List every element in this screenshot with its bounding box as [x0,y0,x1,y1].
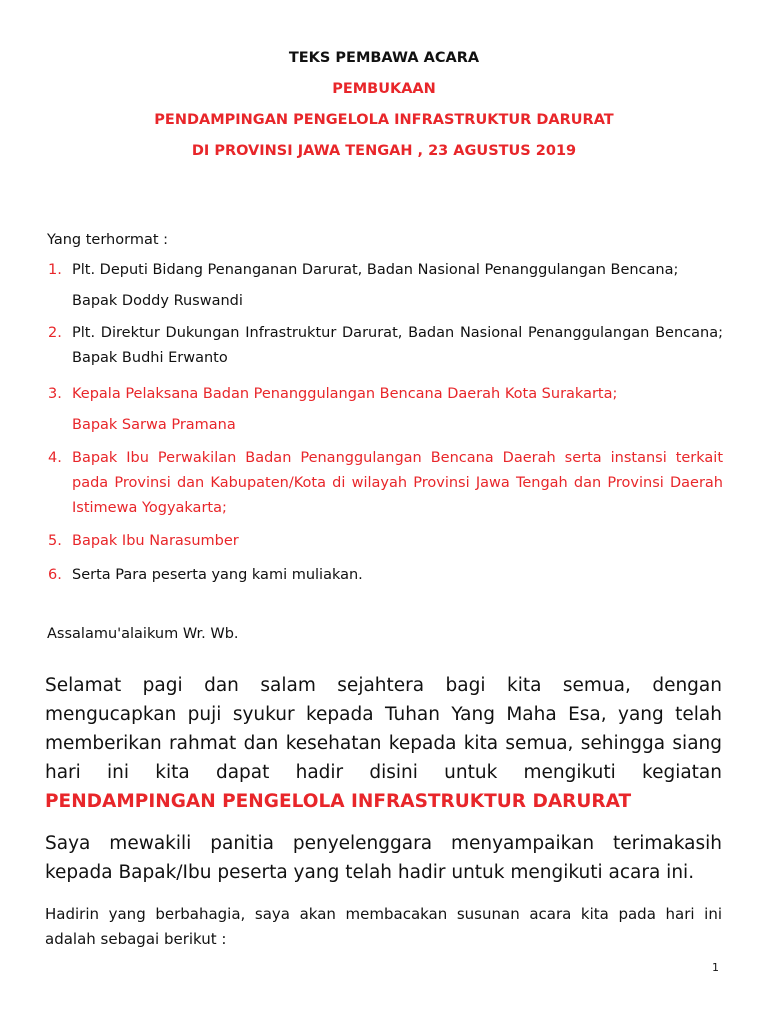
recipient-item [48,446,723,521]
recipient-text: Serta Para peserta yang kami muliakan. [72,567,363,583]
recipient-item [48,258,723,314]
document-title: TEKS PEMBAWA ACARA [288,50,480,66]
list-number: 4. [48,450,62,466]
opening-paragraph-text: Selamat pagi dan salam sejahtera bagi kita semua, dengan mengucapkan puji syukur kepada Tuhan Yang Maha Esa, yang telah memberikan rahmat dan kesehatan kepada kita semua, sehingga siang hari ini kita dapat hadir disini untuk mengikuti kegiatan [45,675,722,783]
list-number: 6. [48,567,62,583]
page-number: 1 [712,961,719,974]
recipient-text: Bapak Ibu Narasumber [72,533,239,549]
list-number: 2. [48,325,62,341]
agenda-intro-paragraph: Hadirin yang berbahagia, saya akan membacakan susunan acara kita pada hari ini adalah sebagai berikut : [45,905,722,948]
list-number: 5. [48,533,62,549]
recipient-line: Kepala Pelaksana Badan Penanggulangan Bencana Daerah Kota Surakarta; [72,386,618,402]
recipient-item [48,321,723,371]
greeting: Assalamu'alaikum Wr. Wb. [47,626,239,642]
opening-paragraph [45,671,722,816]
event-name-highlight: PENDAMPINGAN PENGELOLA INFRASTRUKTUR DARURAT [45,791,632,812]
event-title-line-2: DI PROVINSI JAWA TENGAH , 23 AGUSTUS 2019 [191,143,577,159]
document-subtitle: PEMBUKAAN [332,81,436,97]
recipient-line: Bapak Sarwa Pramana [72,417,236,433]
thanks-paragraph: Saya mewakili panitia penyelenggara menyampaikan terimakasih kepada Bapak/Ibu peserta yang telah hadir untuk mengikuti acara ini. [45,833,722,883]
salutation: Yang terhormat : [47,232,169,248]
recipient-item [48,382,723,438]
list-number: 3. [48,386,62,402]
list-number: 1. [48,262,62,278]
recipient-line: Bapak Doddy Ruswandi [72,293,243,309]
recipient-text [72,382,723,438]
recipient-item [48,563,723,588]
recipient-item [48,529,723,554]
recipient-text [72,258,723,314]
event-title-line-1: PENDAMPINGAN PENGELOLA INFRASTRUKTUR DARURAT [154,112,614,128]
recipient-text: Plt. Direktur Dukungan Infrastruktur Darurat, Badan Nasional Penanggulangan Bencana; Bapak Budhi Erwanto [72,325,723,366]
recipient-line: Plt. Deputi Bidang Penanganan Darurat, Badan Nasional Penanggulangan Bencana; [72,262,679,278]
recipient-text: Bapak Ibu Perwakilan Badan Penanggulangan Bencana Daerah serta instansi terkait pada Provinsi dan Kabupaten/Kota di wilayah Provinsi Jawa Tengah dan Provinsi Daerah Istimewa Yogyakarta; [72,450,723,516]
